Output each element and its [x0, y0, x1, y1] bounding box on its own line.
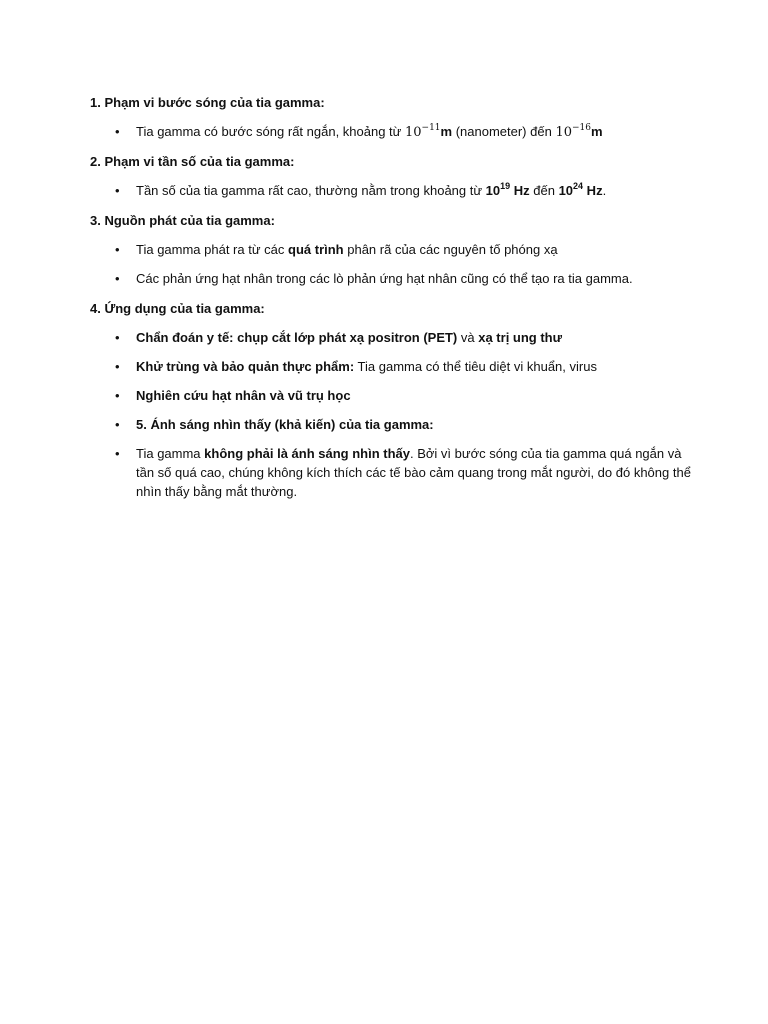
section-heading-source: 3. Nguồn phát của tia gamma:	[90, 213, 275, 228]
bullet-icon: •	[115, 446, 120, 461]
bullet-icon: •	[115, 417, 120, 432]
list-item-text: Chẩn đoán y tế: chụp cắt lớp phát xạ positron (PET) và xạ trị ung thư	[136, 330, 563, 345]
bullet-icon: •	[115, 183, 120, 198]
list-item-text: 5. Ánh sáng nhìn thấy (khả kiến) của tia gamma:	[136, 417, 434, 432]
section-heading-wavelength: 1. Phạm vi bước sóng của tia gamma:	[90, 95, 325, 110]
list-item-text: Tần số của tia gamma rất cao, thường nằm trong khoảng từ $10^{19}$ Hz đến $10^{24}$ Hz.	[136, 181, 607, 198]
list-item-text: Nghiên cứu hạt nhân và vũ trụ học	[136, 388, 351, 403]
section-heading-frequency: 2. Phạm vi tần số của tia gamma:	[90, 154, 295, 169]
list-item-text: Tia gamma có bước sóng rất ngắn, khoảng từ $10^{-11}m$ (nanometer) đến $10^{-16}m$	[136, 123, 603, 140]
bullet-icon: •	[115, 271, 120, 286]
bullet-icon: •	[115, 242, 120, 257]
list-item-text: Tia gamma không phải là ánh sáng nhìn thấy. Bởi vì bước sóng của tia gamma quá ngắn và tần số quá cao, chúng không kích thích các tế bào cảm quang trong mắt người, do đó không thể nhìn thấy bằng mắt thường.	[136, 446, 691, 499]
list-item-text: Tia gamma phát ra từ các quá trình phân rã của các nguyên tố phóng xạ	[136, 242, 558, 257]
bullet-icon: •	[115, 359, 120, 374]
bullet-icon: •	[115, 330, 120, 345]
section-heading-applications: 4. Ứng dụng của tia gamma:	[90, 301, 265, 316]
list-item-text: Các phản ứng hạt nhân trong các lò phản ứng hạt nhân cũng có thể tạo ra tia gamma.	[136, 271, 633, 286]
list-item-text: Khử trùng và bảo quản thực phẩm: Tia gamma có thể tiêu diệt vi khuẩn, virus	[136, 359, 597, 374]
bullet-icon: •	[115, 124, 120, 139]
bullet-icon: •	[115, 388, 120, 403]
